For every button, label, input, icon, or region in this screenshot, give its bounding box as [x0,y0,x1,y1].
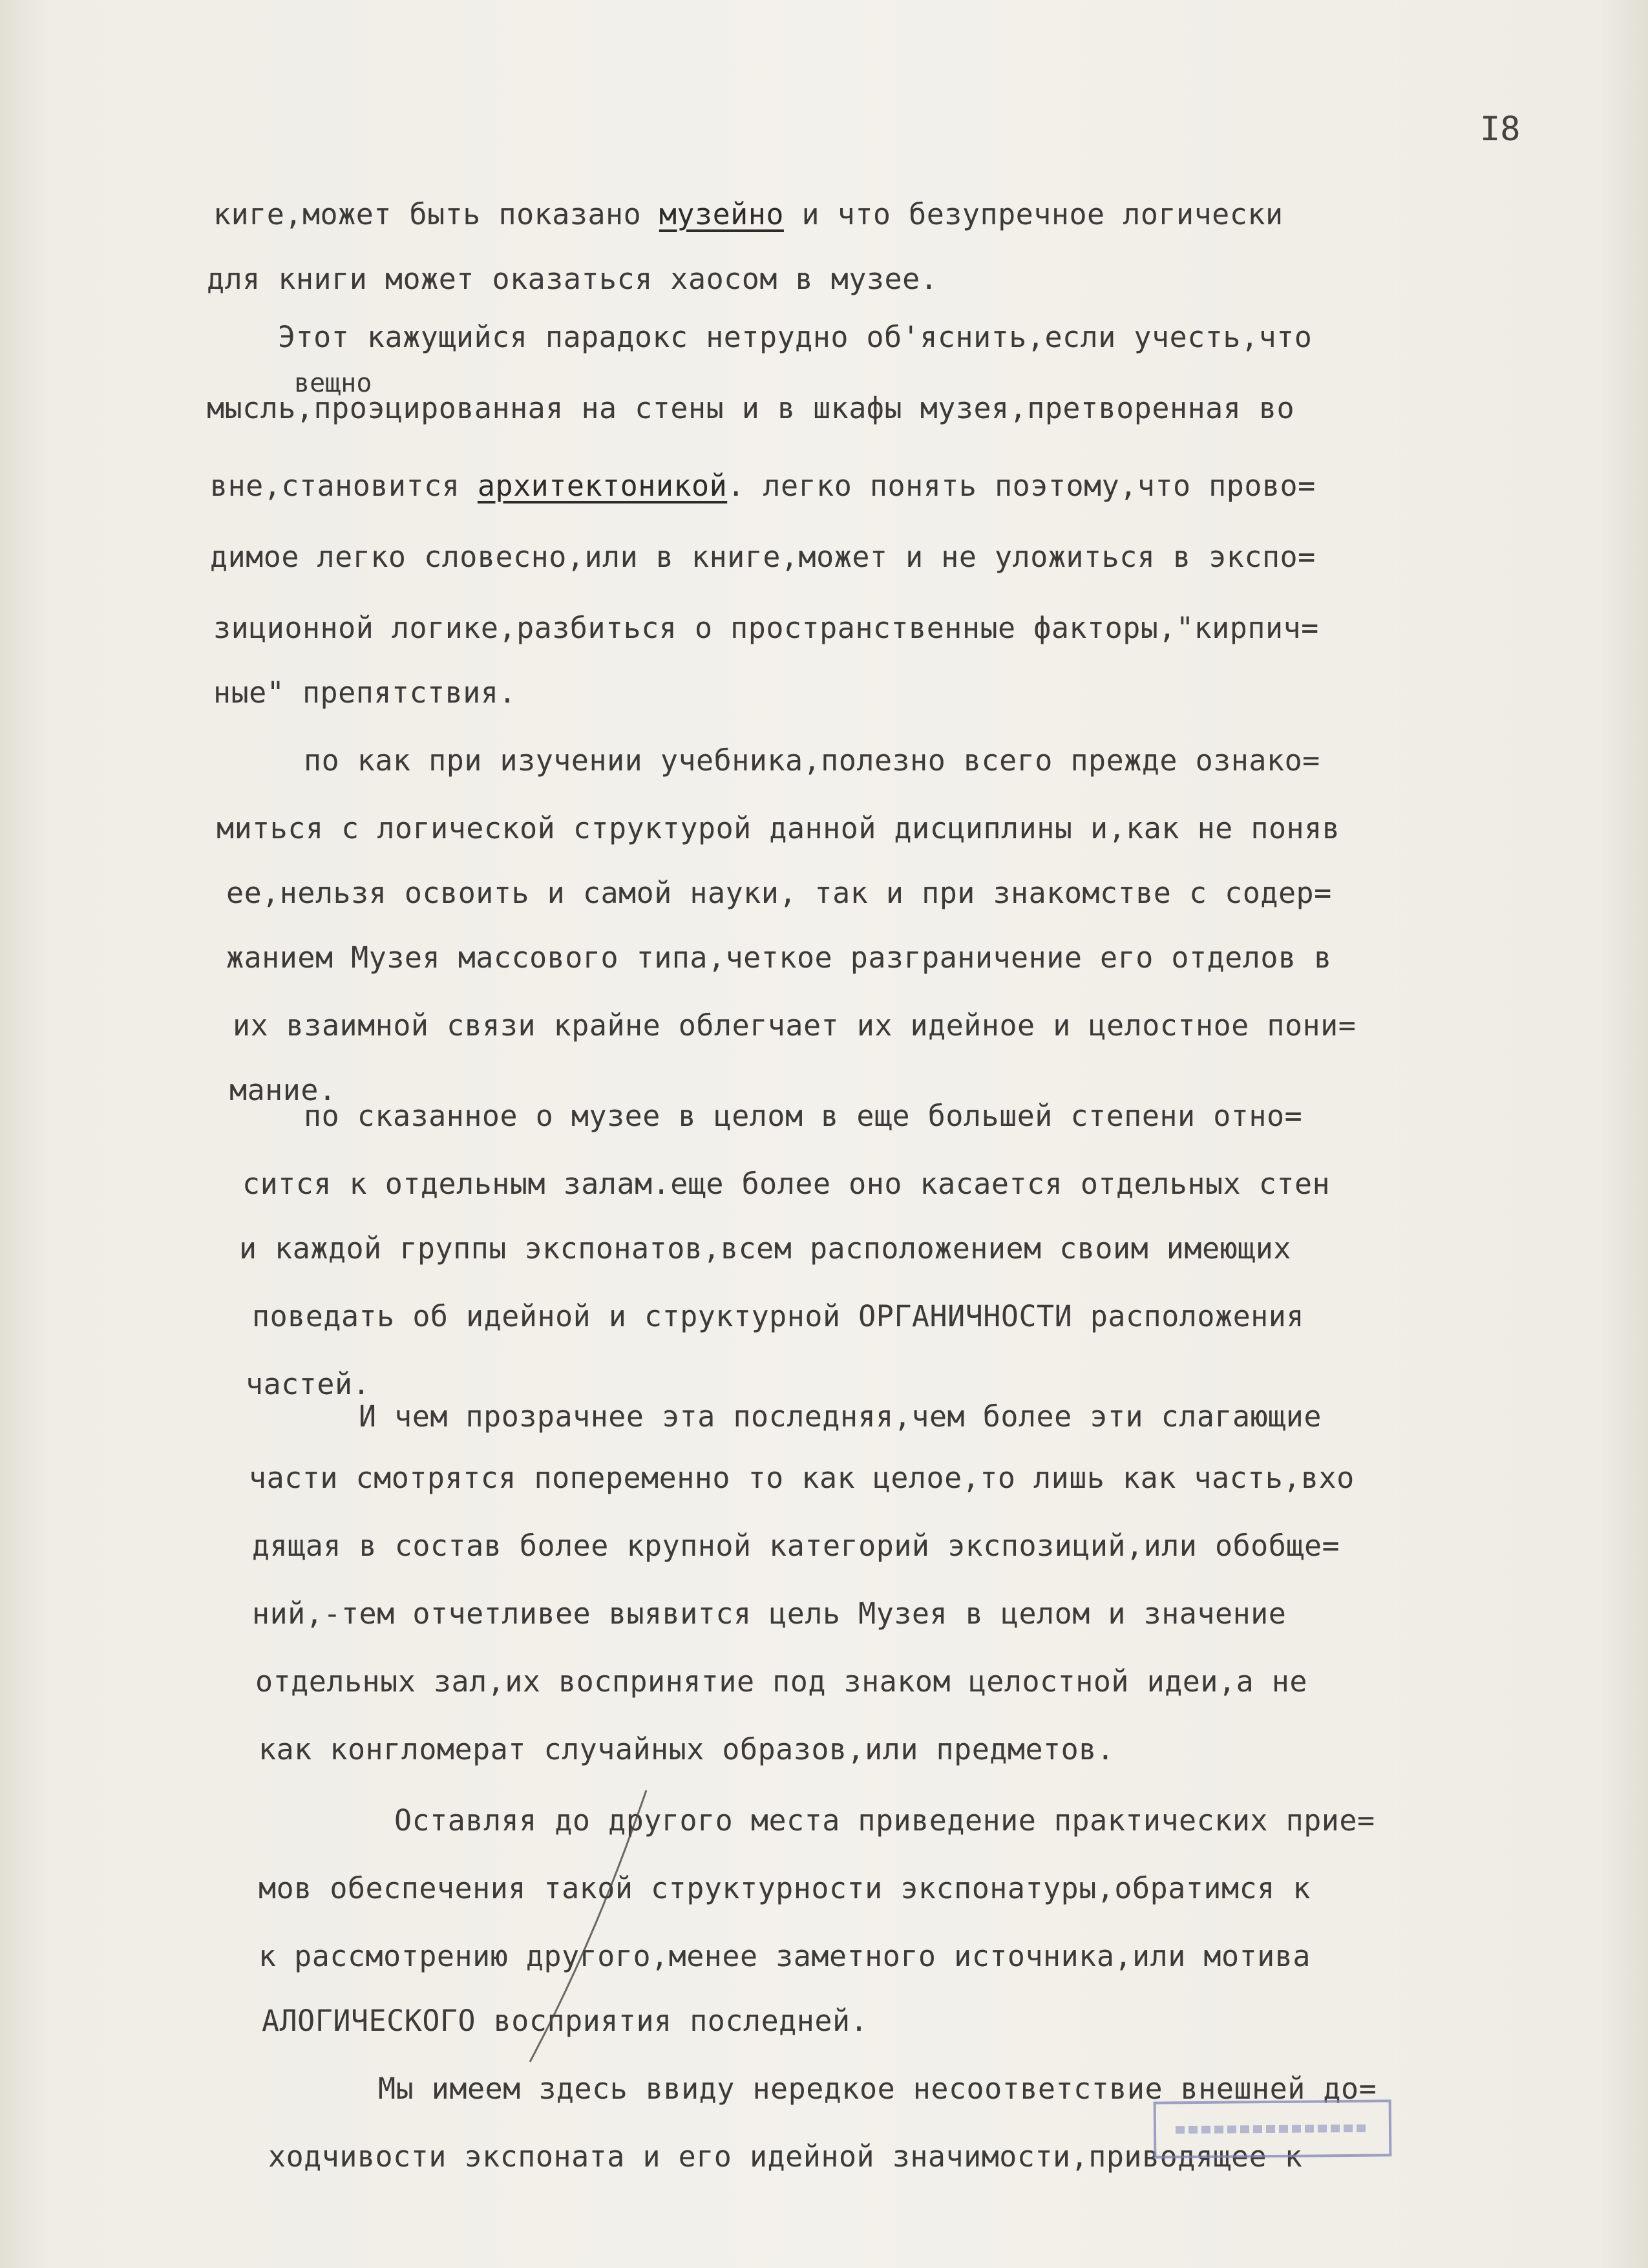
text-line-14: мание. [229,1073,337,1107]
text-line-20: И чем прозрачнее эта последняя,чем более эти слагающие [359,1399,1322,1434]
text-line-2: для книги может оказаться хаосом в музее. [207,262,938,296]
page-number: I8 [1480,110,1521,149]
text-line-26: Оставляя до другого места приведение практических прие= [394,1803,1375,1838]
library-stamp [1154,2099,1392,2158]
text-line-23: ний,-тем отчетливее выявится цель Музея в целом и значение [252,1596,1287,1631]
text-line-19: частей. [246,1367,371,1401]
text-line-12: жанием Музея массового типа,четкое разграничение его отделов в [226,940,1332,975]
text-line-6: димое легко словесно,или в книге,может и не уложиться в экспо= [210,540,1316,574]
underlined-word-architectonics: архитектоникой [477,469,728,503]
underlined-word-museum: музейно [659,197,784,231]
text-line-13: их взаимной связи крайне облегчает их идейное и целостное пони= [233,1008,1357,1043]
text-line-21: части смотрятся попеременно то как целое,то лишь как часть,вхо [249,1461,1355,1495]
text-line-5-post: . легко понять поэтому,что прово= [727,469,1316,503]
text-line-7: зиционной логике,разбиться о пространственные факторы,"кирпич= [213,611,1319,645]
text-line-11: ее,нельзя освоить и самой науки, так и при знакомстве с содер= [226,876,1332,910]
text-line-4: мысль,проэцированная на стены и в шкафы музея,претворенная во [207,391,1295,425]
text-line-28: к рассмотрению другого,менее заметного источника,или мотива [259,1939,1311,1973]
text-line-24: отдельных зал,их воспринятие под знаком целостной идеи,а не [255,1664,1307,1699]
text-line-27: мов обеспечения такой структурности экспонатуры,обратимся к [259,1871,1311,1905]
text-line-9: по как при изучении учебника,полезно всего прежде ознако= [304,743,1320,778]
text-line-18: поведать об идейной и структурной ОРГАНИЧНОСТИ расположения [252,1299,1304,1333]
text-line-1-post: и что безупречное логически [783,197,1284,231]
interlinear-insertion: вещно [294,368,372,398]
text-line-31: ходчивости экспоната и его идейной значимости,приводящее к [268,2139,1303,2174]
text-line-29: АЛОГИЧЕСКОГО восприятия последней. [262,2004,869,2038]
text-line-5-pre: вне,становится [210,469,478,503]
text-line-17: и каждой группы экспонатов,всем расположением своим имеющих [239,1231,1291,1266]
text-line-25: как конгломерат случайных образов,или предметов. [259,1732,1115,1766]
text-line-22: дящая в состав более крупной категорий экспозиций,или обобще= [252,1529,1340,1563]
text-line-30: Мы имеем здесь ввиду нередкое несоответствие внешней до= [378,2072,1377,2106]
text-line-3: Этот кажущийся парадокс нетрудно об'яснить,если учесть,что [278,320,1313,354]
text-line-1-pre: киге,может быть показано [213,197,659,231]
text-line-8: ные" препятствия. [213,675,517,710]
text-line-15: по сказанное о музее в целом в еще большей степени отно= [304,1099,1303,1133]
text-line-10: миться с логической структурой данной дисциплины и,как не поняв [217,811,1340,845]
text-line-16: сится к отдельным залам.еще более оно касается отдельных стен [242,1167,1331,1201]
